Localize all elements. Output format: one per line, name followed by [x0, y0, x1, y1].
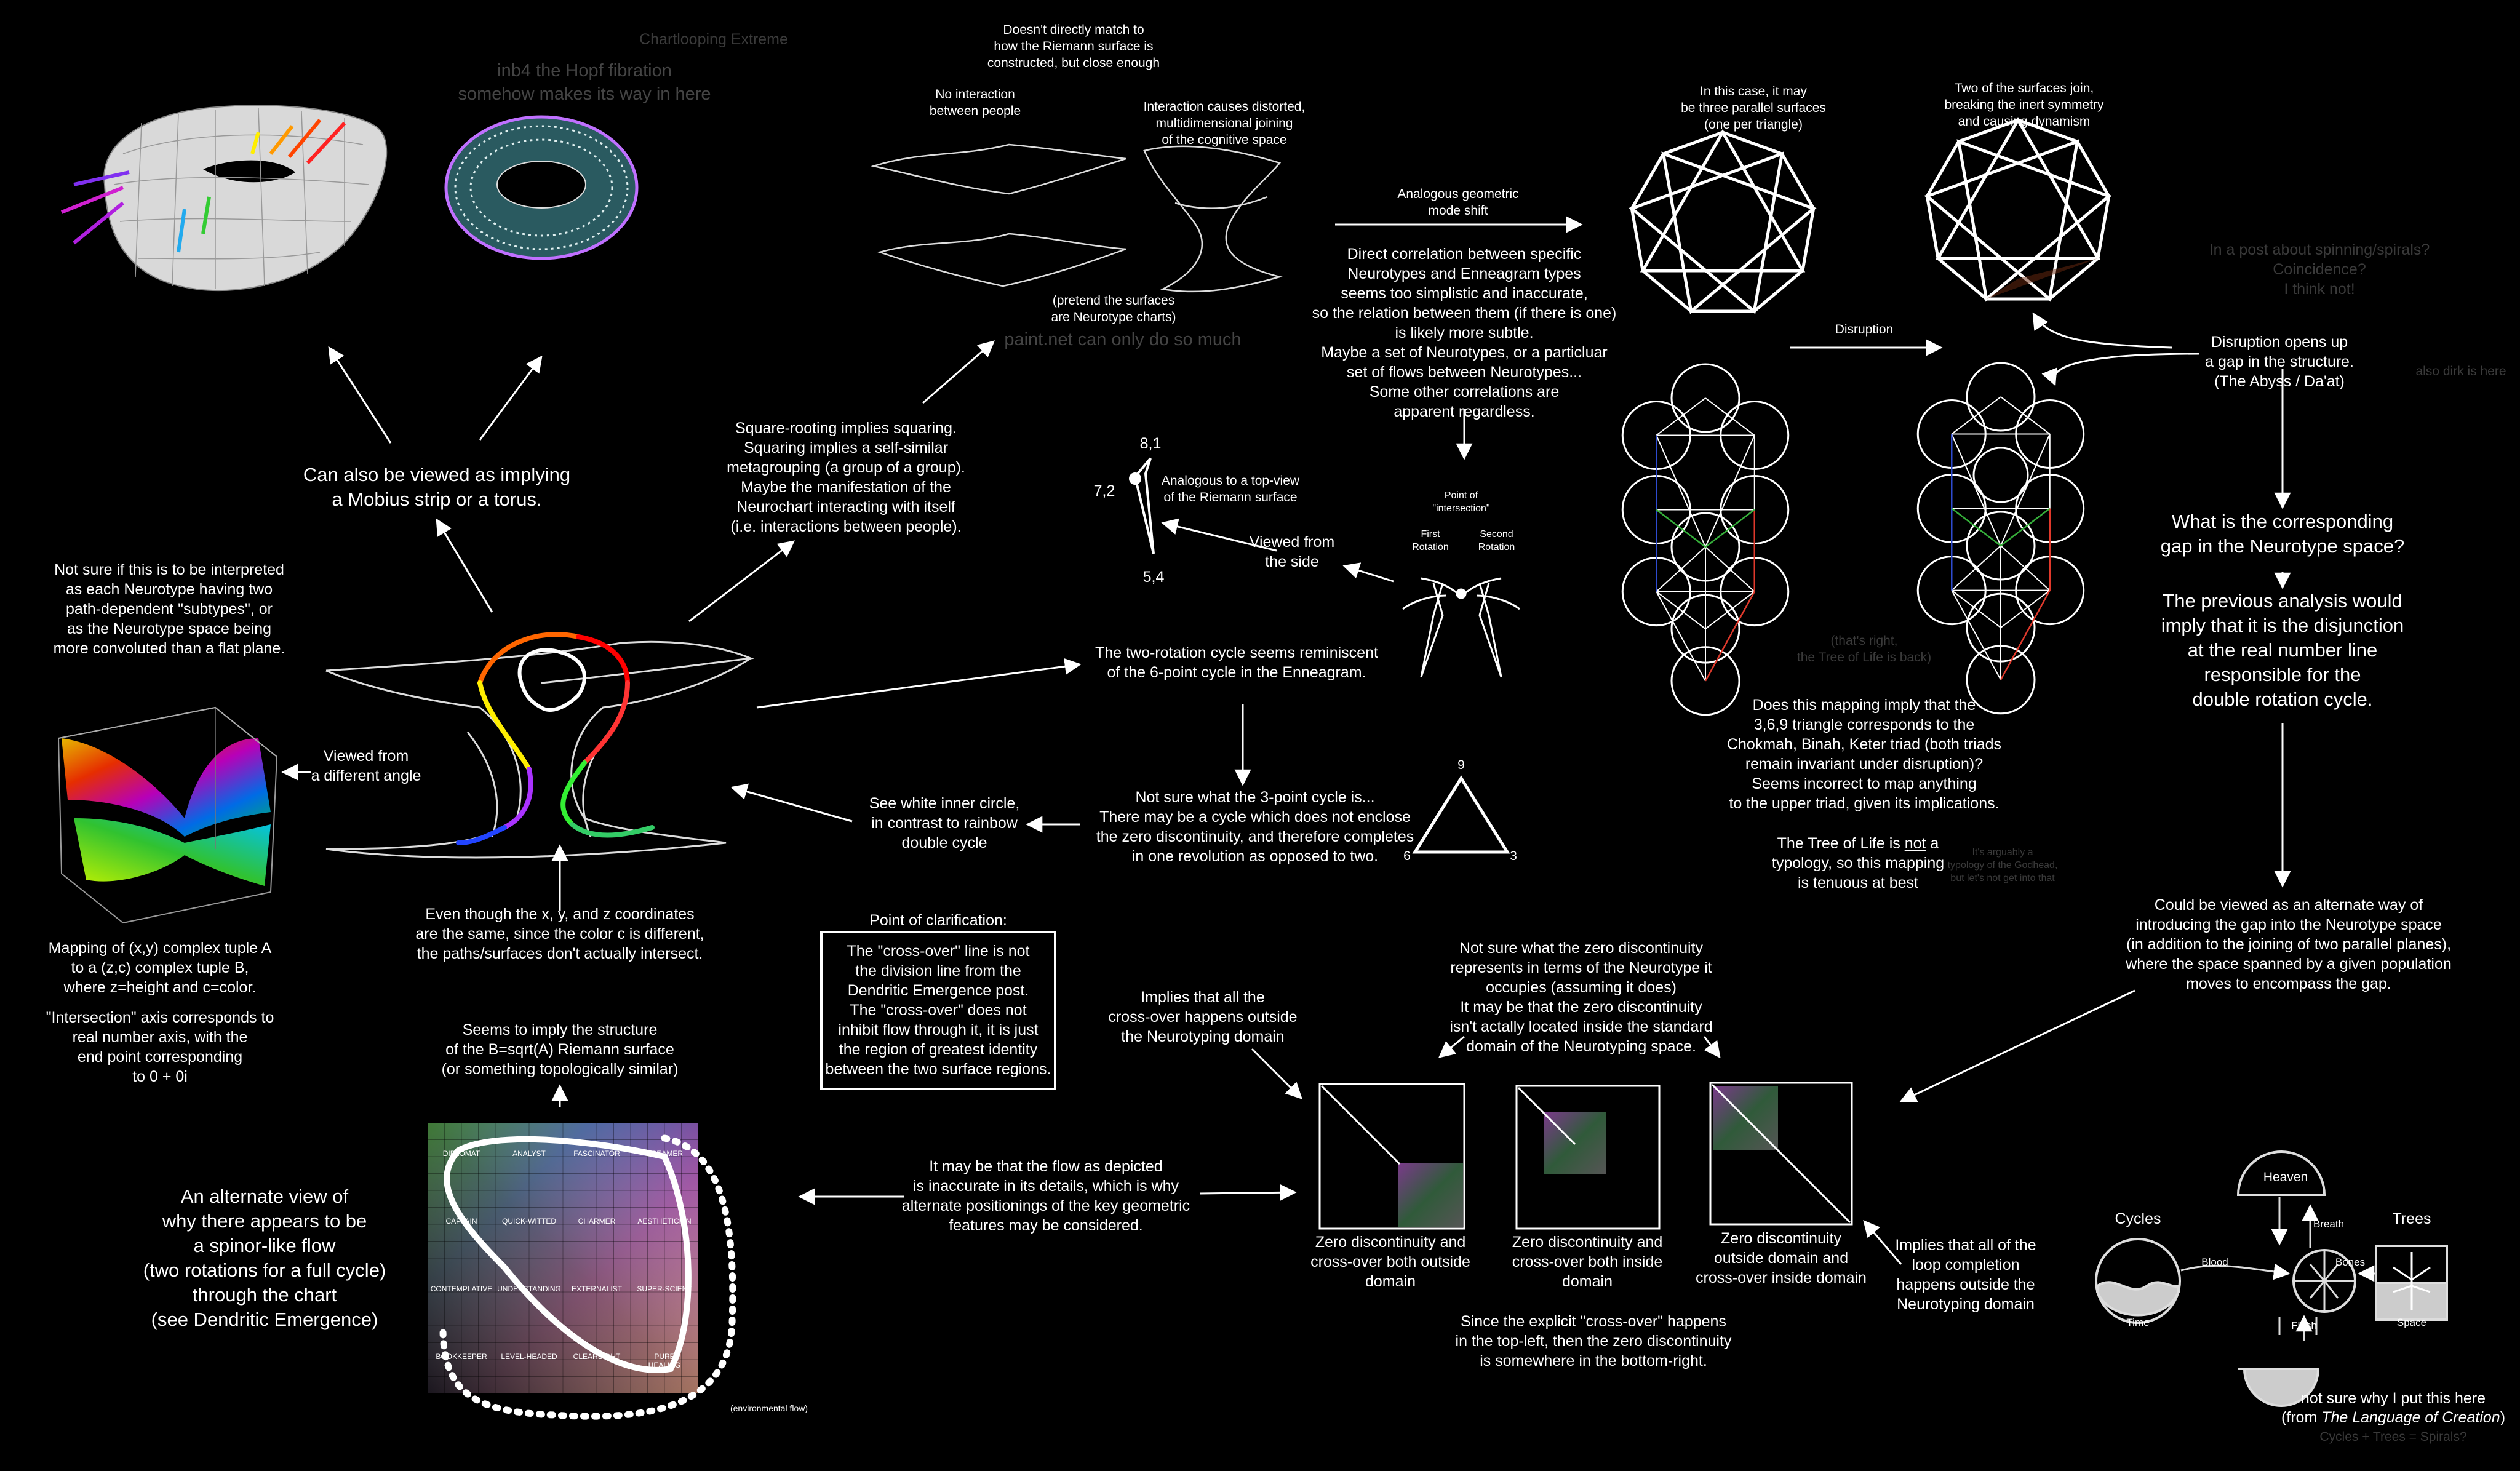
spinor-flow-note: An alternate view of why there appears to be a spinor-like flow (two rotations for a full cycle) through the chart (see Dendritic Emergence) [143, 1186, 386, 1330]
tri-label-9: 9 [1457, 758, 1465, 772]
space-label: Space [2396, 1317, 2427, 1328]
crossover-outside-note: Implies that all the cross-over happens outside the Neurotyping domain [1108, 989, 1298, 1045]
coord-8-1: 8,1 [1139, 435, 1162, 452]
rainbow-double-cycle [458, 634, 652, 843]
triangle-369 [1415, 778, 1507, 852]
two-surfaces-join: Two of the surfaces join, breaking the inert symmetry and causing dynamism [1944, 81, 2104, 129]
chart-cell-label: CONTEMPLATIVE [430, 1285, 493, 1293]
mapping-369-note: Does this mapping imply that the 3,6,9 triangle corresponds to the Chokmah, Binah, Keter triad (both triads remain invariant under disruption)? Seems incorrect to map anything to the upper triad, given its implications. [1726, 696, 2002, 812]
cycles-trees-spirals-note: Cycles + Trees = Spirals? [2319, 1430, 2467, 1444]
three-parallel-surfaces: In this case, it may be three parallel surfaces (one per triangle) [1681, 84, 1826, 132]
riemann-top-view-shape [1130, 458, 1154, 554]
since-explicit-note: Since the explicit "cross-over" happens in the top-left, then the zero discontinuity is somewhere in the bottom-right. [1455, 1313, 1732, 1369]
enneagram-right [1927, 120, 2108, 299]
clarification-title: Point of clarification: [869, 912, 1007, 929]
chart-cell-label: EXTERNALIST [571, 1285, 623, 1293]
domain-box-2 [1517, 1086, 1659, 1229]
hopf-note: inb4 the Hopf fibration somehow makes its way in here [458, 61, 711, 104]
box2-caption: Zero discontinuity and cross-over both inside domain [1512, 1234, 1663, 1290]
trees-label: Trees [2392, 1210, 2431, 1227]
analogous-top-view: Analogous to a top-view of the Riemann surface [1161, 474, 1300, 504]
godhead-note: It's arguably a typology of the Godhead, but let's not get into that [1947, 847, 2058, 883]
surface-pair-joined [1144, 146, 1280, 292]
tree-typology-note: The Tree of Life is not a typology, so this mapping is tenuous at best [1771, 835, 1945, 891]
three-point-cycle-note: Not sure what the 3-point cycle is... There may be a cycle which does not enclose the zero discontinuity, and therefore completes in one revolution as opposed to two. [1096, 789, 1414, 865]
bones-label: Bones [2335, 1256, 2366, 1268]
pretend-label: (pretend the surfaces are Neurotype charts) [1051, 293, 1176, 324]
intersection-side-diagram [1403, 578, 1520, 677]
chart-cell-label: LEVEL-HEADED [501, 1352, 557, 1361]
flow-inaccurate-note: It may be that the flow as depicted is inaccurate in its details, which is why alternate positionings of the key geometric features may be considered. [901, 1158, 1190, 1234]
coord-7-2: 7,2 [1093, 482, 1115, 500]
tri-label-3: 3 [1510, 849, 1517, 863]
zero-discontinuity-note: Not sure what the zero discontinuity represents in terms of the Neurotype it occupies (assuming it does) It may be that the zero discontinuity isn't actally located inside the standard domain of the Neurotyping space. [1449, 939, 1713, 1055]
tree-of-life-left [1622, 364, 1788, 715]
tree-back-note: (that's right, the Tree of Life is back) [1796, 634, 1932, 664]
analogous-mode-shift: Analogous geometric mode shift [1397, 187, 1519, 218]
chart-cell-label: SUPER-SCIENT [637, 1285, 692, 1293]
chart-cell-label: PURE HEALING [648, 1352, 681, 1369]
flesh-label: Flesh [2291, 1320, 2317, 1331]
environmental-flow-label: (environmental flow) [730, 1403, 808, 1413]
box3-caption: Zero discontinuity outside domain and cross-over inside domain [1696, 1230, 1867, 1286]
spinning-note: In a post about spinning/spirals? Coincidence? I think not! [2209, 241, 2430, 298]
corresponding-gap-question: What is the corresponding gap in the Neurotype space? [2160, 511, 2405, 557]
intersection-axis-note: "Intersection" axis corresponds to real number axis, with the end point corresponding to 0 + 0i [46, 1009, 274, 1085]
language-of-creation-diagram [2096, 1152, 2447, 1406]
paintnet-note: paint.net can only do so much [1004, 330, 1242, 349]
earth-label: Earth [2265, 1350, 2294, 1363]
chart-cell-label: CAPTAIN [445, 1217, 477, 1226]
square-rooting-note: Square-rooting implies squaring. Squaring implies a self-similar metagrouping (a group of a group). Maybe the manifestation of the Neurochart interacting with itself (i.e. interactions between people). [727, 420, 965, 535]
not-sure-why-note: not sure why I put this here [2300, 1390, 2486, 1407]
box1-caption: Zero discontinuity and cross-over both outside domain [1310, 1234, 1470, 1290]
disruption-label: Disruption [1835, 322, 1894, 337]
blood-label: Blood [2201, 1256, 2228, 1268]
neurotype-chart [428, 1123, 733, 1416]
no-interaction-label: No interaction between people [929, 87, 1021, 118]
enneagram-left [1632, 132, 1813, 311]
mobius-torus-label: Can also be viewed as implying a Mobius strip or a torus. [303, 464, 571, 510]
second-rotation: Second Rotation [1478, 529, 1515, 552]
previous-analysis-note: The previous analysis would imply that it is the disjunction at the real number line responsible for the double rotation cycle. [2161, 590, 2404, 710]
loop-outside-note: Implies that all of the loop completion happens outside the Neurotyping domain [1895, 1237, 2036, 1313]
clarification-body: The "cross-over" line is not the division line from the Dendritic Emergence post. The "cross-over" does not inhibit flow through it, it is just the region of greatest identity between the two surface regions. [825, 943, 1051, 1078]
chart-cell-label: FASCINATOR [573, 1149, 620, 1158]
chart-cell-label: ANALYST [512, 1149, 546, 1158]
domain-box-1 [1320, 1084, 1464, 1229]
domain-box-3 [1710, 1083, 1852, 1224]
complex-cube-plot [58, 708, 277, 923]
mobius-strip-image [62, 105, 386, 290]
chart-cell-label: UNDERSTANDING [497, 1285, 561, 1293]
subtypes-note: Not sure if this is to be interpreted as each Neurotype having two path-dependent "subtypes", or as the Neurotype space being more convoluted than a flat plane. [53, 561, 285, 657]
surface-pair-separate [874, 145, 1126, 286]
heaven-label: Heaven [2263, 1170, 2308, 1184]
disruption-opens-note: Disruption opens up a gap in the structure. (The Abyss / Da'at) [2205, 333, 2354, 390]
chart-cell-label: DREAMER [645, 1149, 683, 1158]
interaction-label: Interaction causes distorted, multidimensional joining of the cognitive space [1143, 100, 1306, 147]
chart-cell-label: CHARMER [578, 1217, 616, 1226]
chart-cell-label: BOOKKEEPER [436, 1352, 487, 1361]
breath-label: Breath [2313, 1218, 2345, 1230]
alternate-way-note: Could be viewed as an alternate way of introducing the gap into the Neurotype space (in addition to the joining of two parallel planes), where the space spanned by a given population moves to encompass the gap. [2126, 896, 2452, 992]
chart-cell-label: DIPLOMAT [442, 1149, 480, 1158]
dirk-note: also dirk is here [2415, 364, 2506, 378]
riemann-match-note: Doesn't directly match to how the Riemann surface is constructed, but close enough [987, 23, 1160, 70]
torus-image [446, 117, 637, 258]
mapping-tuple-note: Mapping of (x,y) complex tuple A to a (z,c) complex tuple B, where z=height and c=color. [48, 939, 272, 996]
viewed-different-angle: Viewed from a different angle [311, 747, 421, 784]
time-label: Time [2126, 1317, 2150, 1328]
chart-cell-label: CLEARSIGHT [573, 1352, 621, 1361]
chart-cell-label: QUICK-WITTED [502, 1217, 556, 1226]
see-white-circle-note: See white inner circle, in contrast to rainbow double cycle [869, 795, 1020, 851]
chart-cell-label: AESTHETICIAN [637, 1217, 692, 1226]
first-rotation: First Rotation [1412, 529, 1449, 552]
tri-label-6: 6 [1403, 849, 1411, 863]
cycles-label: Cycles [2115, 1210, 2161, 1227]
language-of-creation-source: (from The Language of Creation) [2281, 1409, 2506, 1426]
two-rotation-note: The two-rotation cycle seems reminiscent of the 6-point cycle in the Enneagram. [1095, 644, 1378, 681]
coord-5-4: 5,4 [1142, 568, 1165, 586]
seems-imply-note: Seems to imply the structure of the B=sqrt(A) Riemann surface (or something topologically similar) [441, 1021, 679, 1078]
point-of-intersection: Point of "intersection" [1432, 490, 1490, 514]
even-though-note: Even though the x, y, and z coordinates are the same, since the color c is different, the paths/surfaces don't actually intersect. [415, 906, 704, 962]
direct-correlation-note: Direct correlation between specific Neurotypes and Enneagram types seems too simplistic and inaccurate, so the relation between them (if there is one) is likely more subtle. Maybe a set of Neurotypes, or a particluar set of flows between Neurotypes... Some other correlations are apparent regardless. [1312, 245, 1617, 420]
chartlooping-note: Chartlooping Extreme [639, 31, 788, 48]
viewed-from-side: Viewed from the side [1249, 533, 1335, 570]
